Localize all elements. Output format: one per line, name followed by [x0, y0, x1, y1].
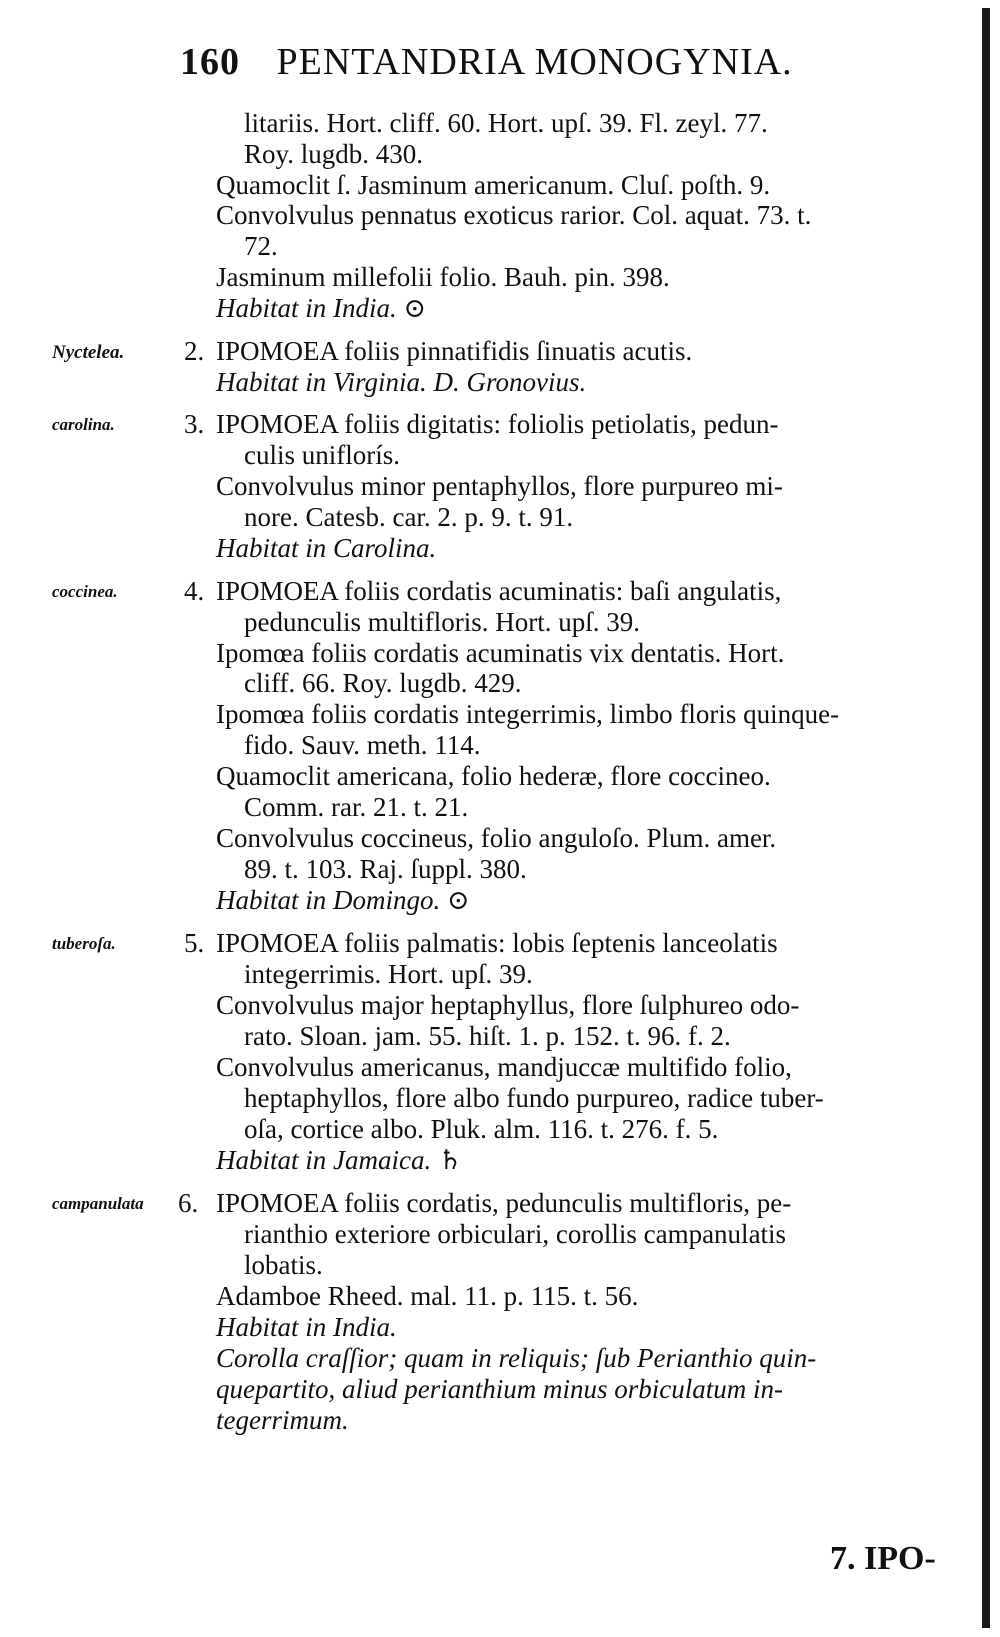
species-number: 6. [178, 1188, 199, 1218]
text-line: cliff. 66. Roy. lugdb. 429. [244, 668, 522, 698]
text-line: IPOMOEA foliis digitatis: foliolis petiolatis, pedun- [216, 409, 779, 439]
text-line: Habitat in Carolina. [216, 533, 437, 563]
page-number: 160 [180, 41, 240, 83]
species-number: 5. [184, 928, 205, 958]
text-line: heptaphyllos, flore albo fundo purpureo, radice tuber- [244, 1083, 824, 1113]
text-line: Convolvulus americanus, mandjuccæ multifido folio, [216, 1052, 792, 1082]
text-line: Habitat in India. [216, 1312, 397, 1342]
text-line: 89. t. 103. Raj. ſuppl. 380. [244, 854, 527, 884]
text-line: oſa, cortice albo. Pluk. alm. 116. t. 276. f. 5. [244, 1114, 719, 1144]
page-edge-shadow [982, 8, 990, 1628]
text-line: 72. [244, 231, 278, 261]
text-line: quepartito, aliud perianthium minus orbiculatum in- [216, 1374, 783, 1404]
text-line: rato. Sloan. jam. 55. hiſt. 1. p. 152. t. 96. f. 2. [244, 1021, 731, 1051]
text-line: Convolvulus pennatus exoticus rarior. Col. aquat. 73. t. [216, 200, 812, 230]
text-line: litariis. Hort. cliff. 60. Hort. upſ. 39. Fl. zeyl. 77. [244, 108, 768, 138]
margin-species-name: tuberoſa. [52, 934, 116, 953]
species-number: 4. [184, 576, 205, 606]
text-line: Quamoclit ſ. Jasminum americanum. Cluſ. poſth. 9. [216, 170, 771, 200]
species-number: 3. [184, 409, 205, 439]
catchword: 7. IPO- [830, 1540, 936, 1577]
text-line: IPOMOEA foliis cordatis, pedunculis multifloris, pe- [216, 1188, 792, 1218]
running-header [180, 40, 880, 84]
text-line: Corolla craſſior; quam in reliquis; ſub Perianthio quin- [216, 1343, 817, 1373]
text-line: tegerrimum. [216, 1405, 349, 1435]
text-line: integerrimis. Hort. upſ. 39. [244, 959, 533, 989]
text-line: nore. Catesb. car. 2. p. 9. t. 91. [244, 502, 574, 532]
text-line: IPOMOEA foliis pinnatifidis ſinuatis acutis. [216, 336, 693, 366]
text-line: Roy. lugdb. 430. [244, 139, 424, 169]
text-line: Ipomœa foliis cordatis acuminatis vix dentatis. Hort. [216, 638, 785, 668]
text-line: Convolvulus coccineus, folio anguloſo. Plum. amer. [216, 823, 777, 853]
margin-species-name: Nyctelea. [52, 342, 125, 363]
text-line: Quamoclit americana, folio hederæ, flore coccineo. [216, 761, 771, 791]
page-title: PENTANDRIA MONOGYNIA. [276, 41, 793, 83]
text-line: Habitat in India. ⊙ [216, 293, 427, 323]
text-line: Convolvulus minor pentaphyllos, flore purpureo mi- [216, 471, 783, 501]
text-line: Ipomœa foliis cordatis integerrimis, limbo floris quinque- [216, 699, 840, 729]
text-line: rianthio exteriore orbiculari, corollis campanulatis [244, 1219, 787, 1249]
text-line: Convolvulus major heptaphyllus, flore ſulphureo odo- [216, 990, 800, 1020]
text-line: Comm. rar. 21. t. 21. [244, 792, 469, 822]
text-line: IPOMOEA foliis cordatis acuminatis: baſi angulatis, [216, 576, 782, 606]
text-line: pedunculis multifloris. Hort. upſ. 39. [244, 607, 640, 637]
text-line: Habitat in Jamaica. ♄ [216, 1145, 463, 1175]
text-line: lobatis. [244, 1250, 323, 1280]
text-line: culis uniflorís. [244, 440, 400, 470]
text-line: fido. Sauv. meth. 114. [244, 730, 481, 760]
margin-species-name: carolina. [52, 415, 115, 434]
text-line: Jasminum millefolii folio. Bauh. pin. 398. [216, 262, 670, 292]
text-line: Adamboe Rheed. mal. 11. p. 115. t. 56. [216, 1281, 639, 1311]
margin-species-name: campanulata [52, 1194, 144, 1213]
text-line: Habitat in Virginia. D. Gronovius. [216, 367, 587, 397]
species-number: 2. [184, 336, 205, 366]
text-line: Habitat in Domingo. ⊙ [216, 885, 470, 915]
margin-species-name: coccinea. [52, 582, 118, 601]
text-line: IPOMOEA foliis palmatis: lobis ſeptenis lanceolatis [216, 928, 778, 958]
